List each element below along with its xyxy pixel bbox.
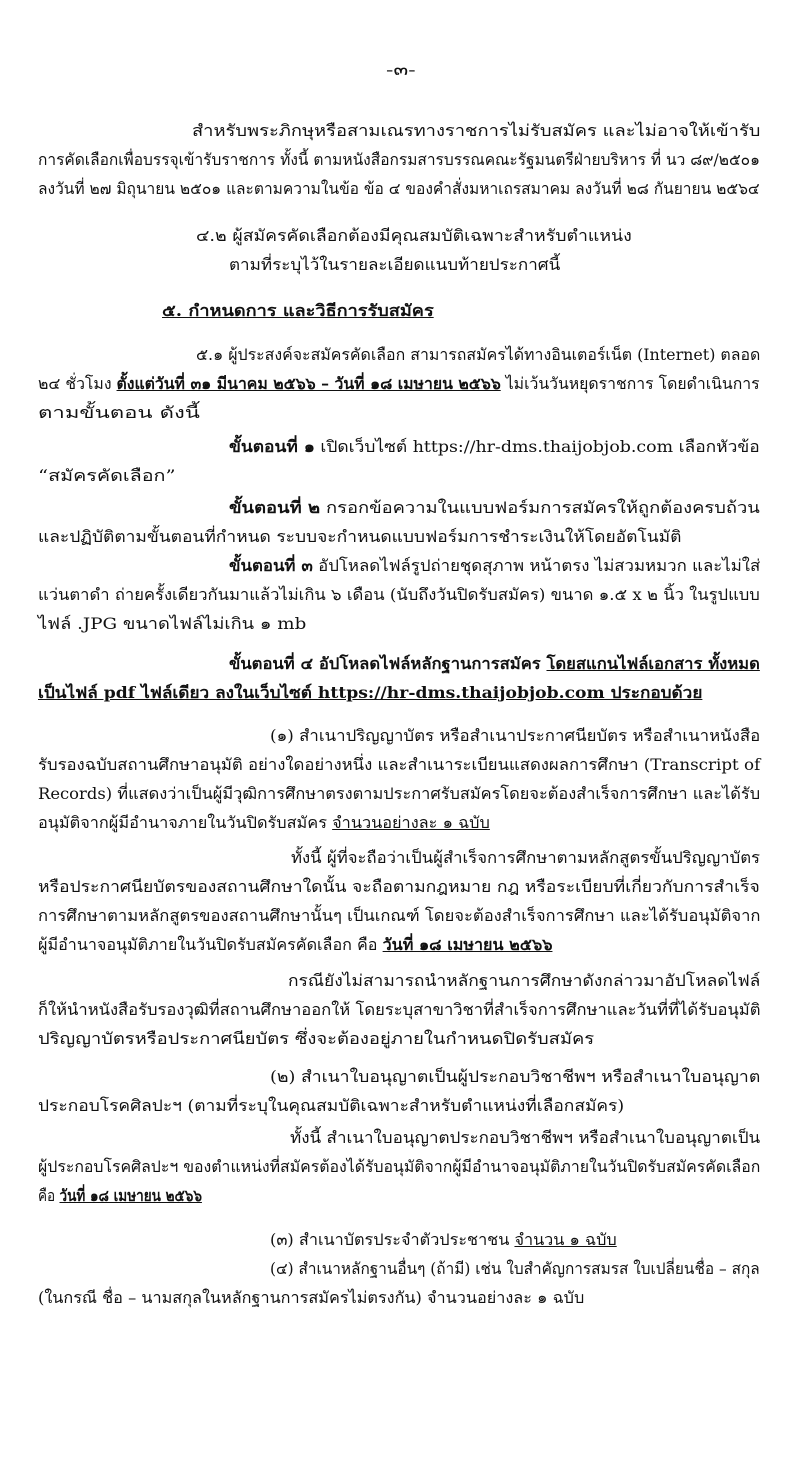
text-run: อนุมัติจากผู้มีอำนาจภายในวันปิดรับสมัคร	[38, 813, 333, 832]
page-number: -๓-	[386, 60, 416, 79]
application-period: ตั้งแต่วันที่ ๓๑ มีนาคม ๒๕๖๖ – วันที่ ๑๘ เมษายน ๒๕๖๖	[116, 374, 501, 393]
list-item: (๑) สำเนาปริญญาบัตร หรือสำเนาประกาศนียบัตร หรือสำเนาหนังสือ	[270, 726, 761, 745]
text-run: คือ	[38, 1186, 60, 1205]
paragraph-line: การศึกษาตามหลักสูตรของสถานศึกษานั้นๆ เป็นเกณฑ์ โดยจะต้องสำเร็จการศึกษา และได้รับอนุมัติจาก	[38, 906, 761, 925]
step-label: ขั้นตอนที่ ๑	[229, 437, 315, 456]
deadline-date: วันที่ ๑๘ เมษายน ๒๕๖๖	[382, 935, 553, 954]
paragraph-line: รับรองฉบับสถานศึกษาอนุมัติ อย่างใดอย่างหนึ่ง และสำเนาระเบียนแสดงผลการศึกษา (Transcript of	[38, 755, 761, 774]
list-item	[270, 1229, 617, 1251]
text-run: ไม่เว้นวันหยุดราชการ โดยดำเนินการ	[500, 374, 760, 393]
paragraph-line: ก็ให้นำหนังสือรับรองวุฒิที่สถานศึกษาออกให้ โดยระบุสาขาวิชาที่สำเร็จการศึกษาและวันที่ที่ได้รับอนุมัติ	[38, 1000, 761, 1019]
paragraph-line: และปฏิบัติตามขั้นตอนที่กำหนด ระบบจะกำหนดแบบฟอร์มการชำระเงินให้โดยอัตโนมัติ	[38, 527, 682, 546]
section-heading-text: ๕. กำหนดการ และวิธีการรับสมัคร	[162, 301, 434, 320]
paragraph-line: ไฟล์ .JPG ขนาดไฟล์ไม่เกิน ๑ mb	[38, 614, 307, 633]
paragraph-line: “สมัครคัดเลือก”	[38, 466, 176, 485]
paragraph-line: Records) ที่แสดงว่าเป็นผู้มีวุฒิการศึกษาตรงตามประกาศรับสมัครโดยจะต้องสำเร็จการศึกษา และได้รับ	[38, 784, 761, 803]
paragraph-line	[38, 812, 490, 834]
paragraph-line: ทั้งนี้ ผู้ที่จะถือว่าเป็นผู้สำเร็จการศึกษาตามหลักสูตรขั้นปริญญาบัตร	[291, 848, 761, 867]
text-run: ๒๔ ชั่วโมง	[38, 374, 117, 393]
paragraph-line: ๔.๒ ผู้สมัครคัดเลือกต้องมีคุณสมบัติเฉพาะสำหรับตำแหน่ง	[196, 226, 632, 245]
paragraph-line: ตามขั้นตอน ดังนี้	[38, 403, 200, 422]
paragraph-line: เป็นไฟล์ pdf ไฟล์เดียว ลงในเว็บไซต์ https://hr-dms.thaijobjob.com ประกอบด้วย	[38, 683, 703, 702]
text-run: กรอกข้อความในแบบฟอร์มการสมัครให้ถูกต้องครบถ้วน	[320, 498, 760, 517]
paragraph-line: ประกอบโรคศิลปะฯ (ตามที่ระบุในคุณสมบัติเฉพาะสำหรับตำแหน่งที่เลือกสมัคร)	[38, 1096, 625, 1115]
paragraph-line: กรณียังไม่สามารถนำหลักฐานการศึกษาดังกล่าวมาอัปโหลดไฟล์	[288, 971, 761, 990]
step-line	[229, 555, 760, 577]
paragraph-line: ๕.๑ ผู้ประสงค์จะสมัครคัดเลือก สามารถสมัครได้ทางอินเตอร์เน็ต (Internet) ตลอด	[196, 345, 761, 364]
text-run: ผู้มีอำนาจอนุมัติภายในวันปิดรับสมัครคัดเลือก คือ	[38, 935, 383, 954]
list-item: (๒) สำเนาใบอนุญาตเป็นผู้ประกอบวิชาชีพฯ หรือสำเนาใบอนุญาต	[270, 1067, 761, 1086]
step-label: ขั้นตอนที่ ๒	[229, 498, 321, 517]
section-heading	[162, 300, 434, 322]
paragraph-line: ปริญญาบัตรหรือประกาศนียบัตร ซึ่งจะต้องอยู่ภายในกำหนดปิดรับสมัคร	[38, 1029, 595, 1048]
paragraph-line	[38, 1185, 202, 1207]
text-run: (๓) สำเนาบัตรประจำตัวประชาชน	[270, 1230, 515, 1249]
list-item: (๔) สำเนาหลักฐานอื่นๆ (ถ้ามี) เช่น ใบสำคัญการสมรส ใบเปลี่ยนชื่อ – สกุล	[270, 1259, 760, 1278]
paragraph-line: (ในกรณี ชื่อ – นามสกุลในหลักฐานการสมัครไม่ตรงกัน) จำนวนอย่างละ ๑ ฉบับ	[38, 1288, 585, 1307]
paragraph-line: ลงวันที่ ๒๗ มิถุนายน ๒๕๐๑ และตามความในข้อ ข้อ ๔ ของคำสั่งมหาเถรสมาคม ลงวันที่ ๒๘ กันยายน ๒๕๖๔	[38, 179, 760, 198]
paragraph-line: ผู้ประกอบโรคศิลปะฯ ของตำแหน่งที่สมัครต้องได้รับอนุมัติจากผู้มีอำนาจอนุมัติภายในวันปิดรับสมัครคัดเลือก	[38, 1157, 761, 1176]
step-label: ขั้นตอนที่ ๓	[229, 556, 313, 575]
paragraph-line: หรือประกาศนียบัตรของสถานศึกษาใดนั้น จะถือตามกฎหมาย กฎ หรือระเบียบที่เกี่ยวกับการสำเร็จ	[38, 877, 760, 896]
paragraph-line: การคัดเลือกเพื่อบรรจุเข้ารับราชการ ทั้งนี้ ตามหนังสือกรมสารบรรณคณะรัฐมนตรีฝ่ายบริหาร ที่ นว ๘๙/๒๕๐๑	[38, 150, 760, 169]
text-run: อัปโหลดไฟล์รูปถ่ายชุดสุภาพ หน้าตรง ไม่สวมหมวก และไม่ใส่	[312, 556, 761, 575]
paragraph-line: สำหรับพระภิกษุหรือสามเณรทางราชการไม่รับสมัคร และไม่อาจให้เข้ารับ	[192, 121, 761, 140]
text-run: จำนวนอย่างละ ๑ ฉบับ	[332, 813, 490, 832]
step-line	[229, 653, 760, 675]
paragraph-line: แว่นตาดำ ถ่ายครั้งเดียวกันมาแล้วไม่เกิน ๖ เดือน (นับถึงวันปิดรับสมัคร) ขนาด ๑.๕ x ๒ นิ้ว ในรูปแบบ	[38, 585, 760, 604]
paragraph-line	[38, 373, 760, 395]
paragraph-line	[38, 934, 552, 956]
paragraph-line: ทั้งนี้ สำเนาใบอนุญาตประกอบวิชาชีพฯ หรือสำเนาใบอนุญาตเป็น	[290, 1128, 761, 1147]
step-label: ขั้นตอนที่ ๔ อัปโหลดไฟล์หลักฐานการสมัคร	[229, 654, 547, 673]
step-line	[229, 436, 760, 458]
step-line	[229, 497, 760, 519]
text-run: เปิดเว็บไซต์ https://hr-dms.thaijobjob.com เลือกหัวข้อ	[314, 437, 760, 456]
text-run: โดยสแกนไฟล์เอกสาร ทั้งหมด	[546, 654, 760, 673]
paragraph-line: ตามที่ระบุไว้ในรายละเอียดแนบท้ายประกาศนี้	[229, 255, 561, 274]
text-run: จำนวน ๑ ฉบับ	[514, 1230, 617, 1249]
deadline-date: วันที่ ๑๘ เมษายน ๒๕๖๖	[59, 1186, 202, 1205]
